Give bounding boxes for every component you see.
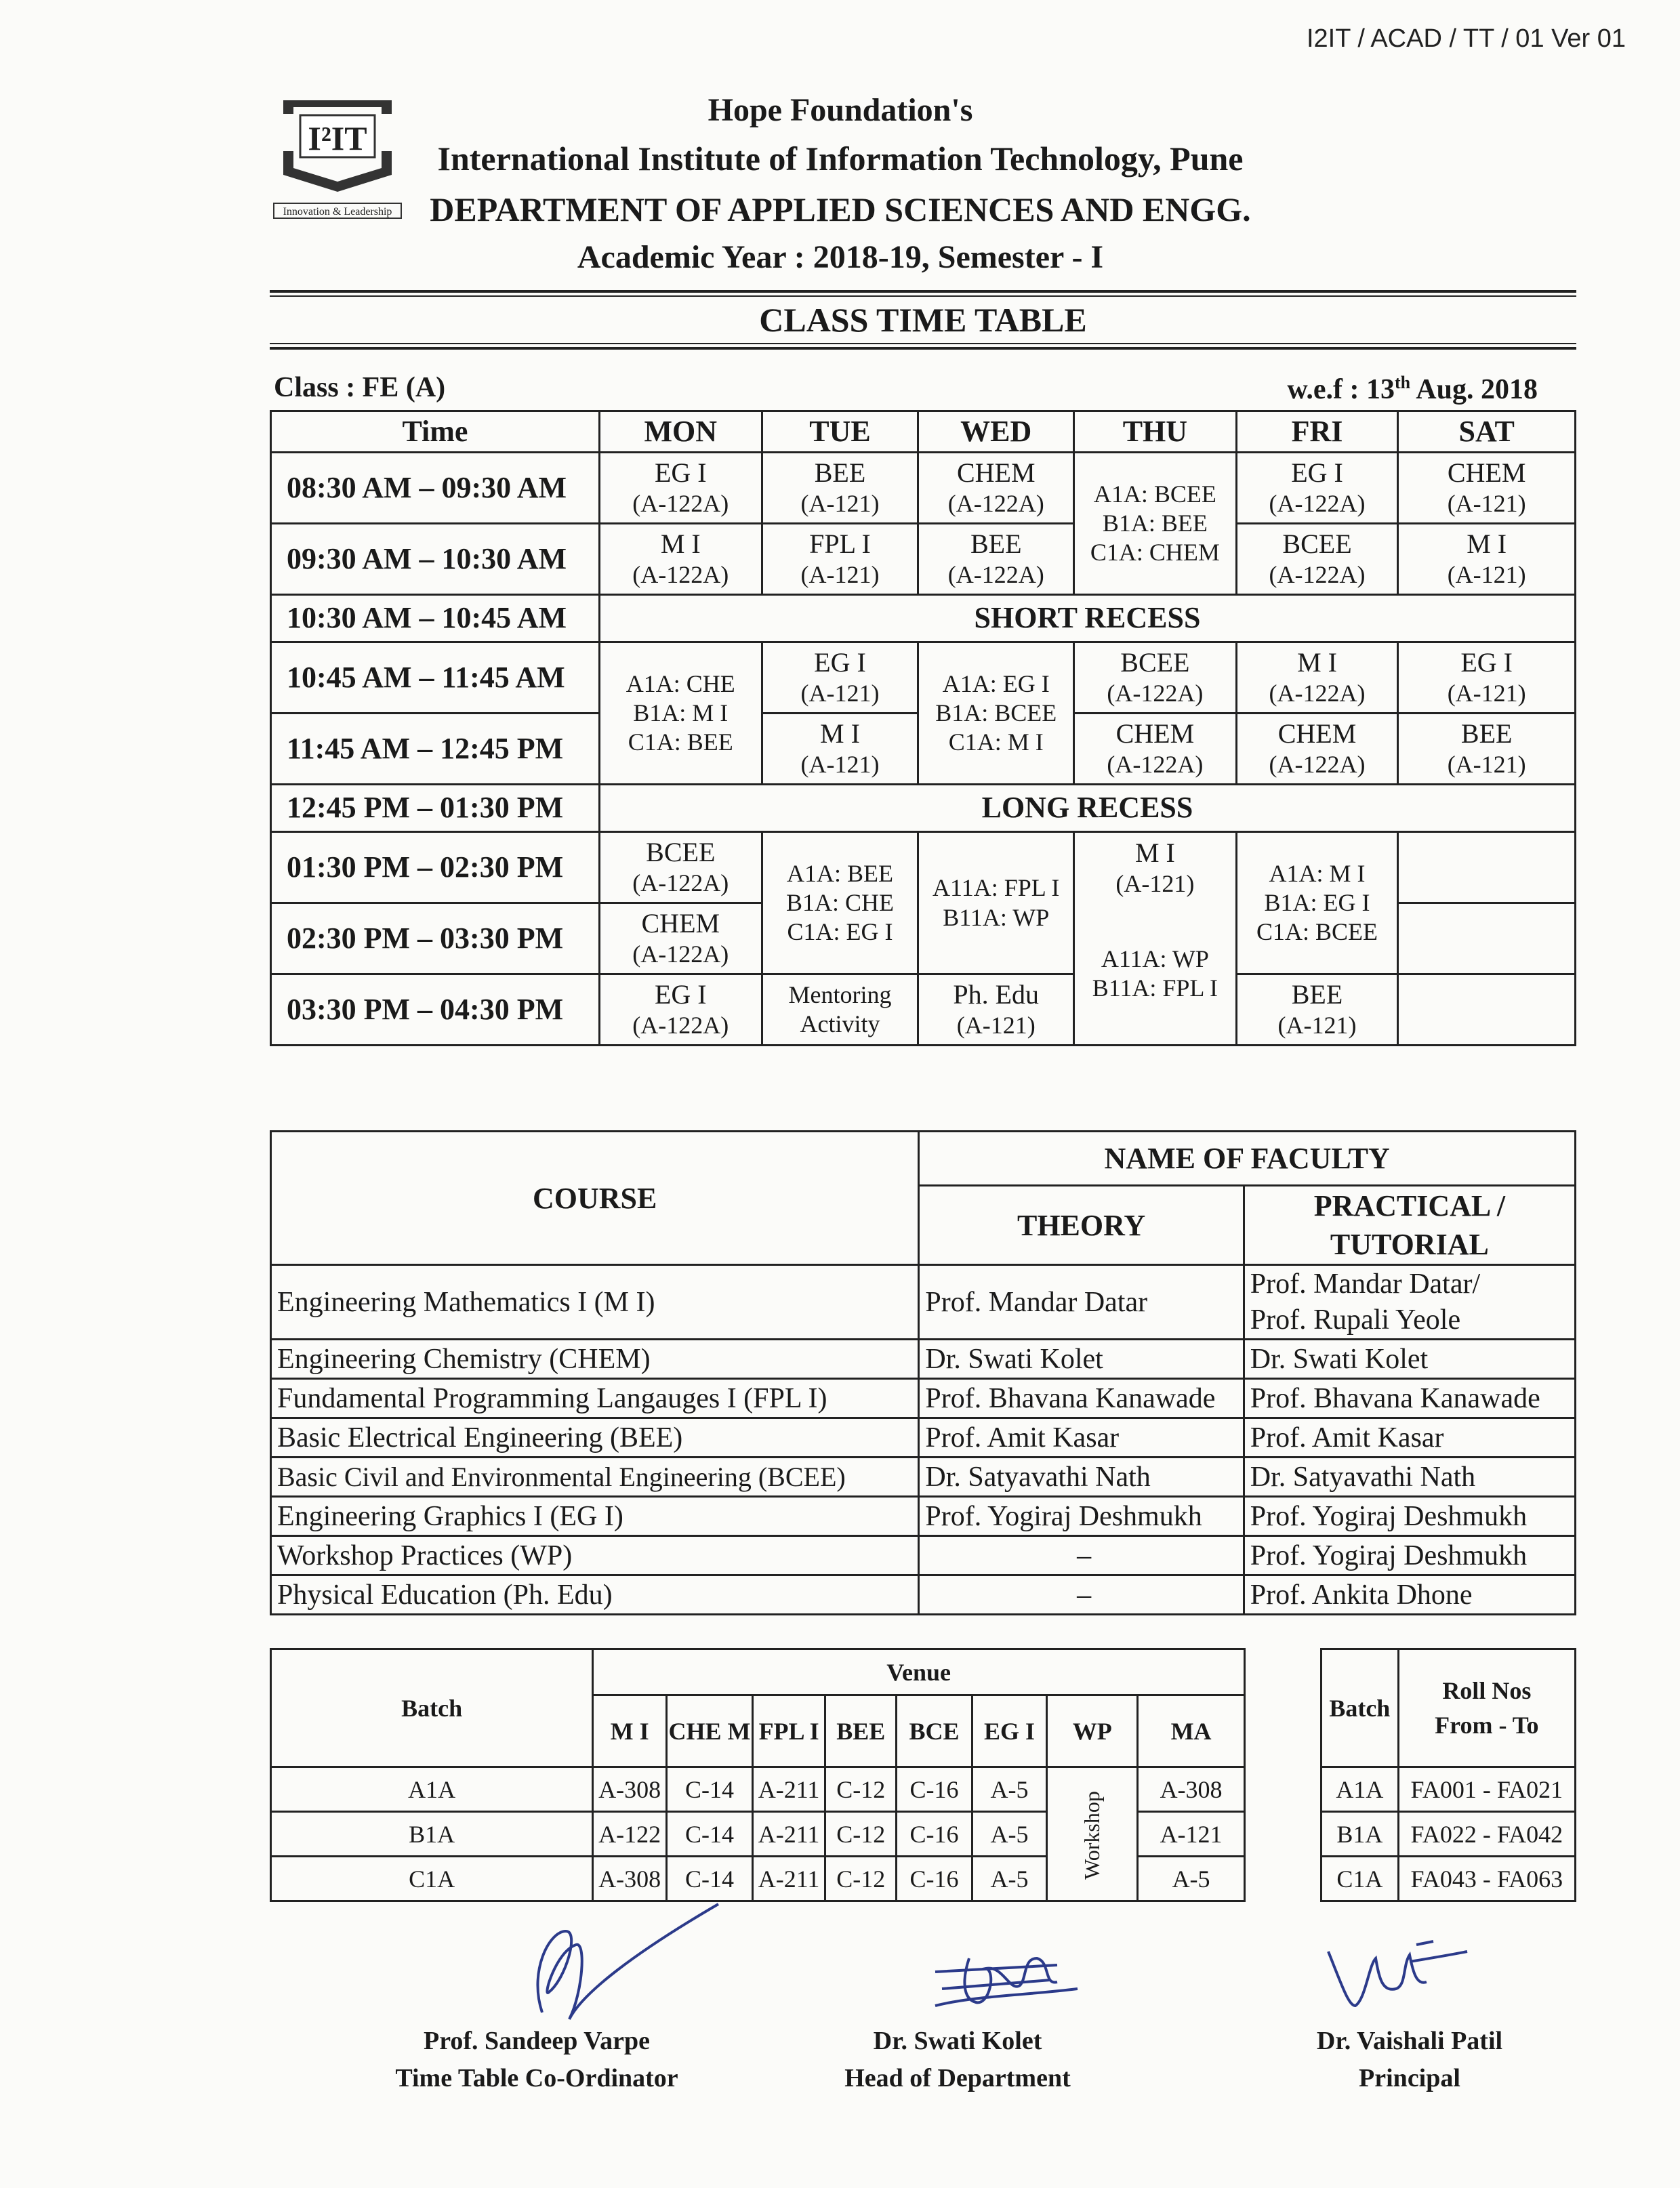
time-slot: 08:30 AM – 09:30 AM [271,453,600,524]
venue-cell: A-122 [593,1812,667,1857]
roll-range-header-line: From - To [1435,1711,1539,1739]
slot-room: (A-122A) [1107,751,1204,779]
slot-cell-empty [1398,832,1576,903]
venue-cell: A-308 [1138,1767,1245,1812]
venue-workshop-cell [1047,1767,1138,1901]
slot-cell [1236,974,1398,1046]
batch-line: C1A: BCEE [1256,918,1378,946]
time-slot: 02:30 PM – 03:30 PM [271,903,600,974]
practical-faculty: Prof. Ankita Dhone [1244,1575,1575,1615]
venue-header: Venue [593,1649,1245,1695]
theory-faculty: Prof. Yogiraj Deshmukh [919,1497,1244,1536]
slot-cell [762,453,918,524]
venue-cell: A-211 [753,1767,825,1812]
time-slot: 12:45 PM – 01:30 PM [271,785,600,832]
slot-subject: M I [820,718,860,749]
venue-cell: C-14 [667,1812,753,1857]
practical-header [1244,1186,1575,1265]
venue-cell: A-308 [593,1767,667,1812]
slot-cell [918,974,1074,1046]
slot-room: (A-121) [1115,870,1195,898]
faculty-table [270,1130,1576,1615]
slot-cell [1398,642,1576,714]
roll-range-header [1398,1649,1575,1767]
venue-cell: C-14 [667,1857,753,1901]
slot-subject: EG I [1460,647,1513,678]
venue-cell: C-16 [897,1857,972,1901]
venue-batch: C1A [271,1857,593,1901]
header-institute: International Institute of Information Technology, Pune [437,140,1244,178]
slot-subject: BEE [814,457,866,489]
slot-room: (A-122A) [947,561,1044,589]
slot-room: (A-122A) [632,561,729,589]
venue-cell: C-12 [825,1857,897,1901]
timetable-row [271,453,1576,524]
faculty-row [271,1458,1576,1497]
signatory-principal [1206,2023,1613,2097]
slot-cell-empty [1398,903,1576,974]
batch-line: A1A: M I [1269,859,1366,887]
logo-tagline: Innovation & Leadership [283,206,392,218]
header-thu: THU [1074,411,1237,453]
slot-room: (A-122A) [632,941,729,968]
course-name: Workshop Practices (WP) [271,1536,919,1575]
slot-cell [599,524,762,595]
venue-batch: B1A [271,1812,593,1857]
header-divider-top [270,290,1576,293]
course-name: Fundamental Programming Langauges I (FPL I) [271,1379,919,1418]
slot-room: (A-121) [1447,751,1526,779]
slot-room: (A-122A) [632,490,729,518]
venue-cell: A-211 [753,1812,825,1857]
venue-cell: C-12 [825,1812,897,1857]
signature-hod [922,1931,1098,2019]
effective-date-sup: th [1395,373,1411,392]
header-divider-top-thin [270,295,1576,297]
course-name: Basic Civil and Environmental Engineering (BCEE) [271,1458,919,1497]
slot-cell [599,453,762,524]
slot-room: Activity [800,1010,880,1037]
venue-col-ma: MA [1138,1695,1245,1767]
time-slot: 01:30 PM – 02:30 PM [271,832,600,903]
slot-cell [1398,453,1576,524]
header-time: Time [271,411,600,453]
venue-col-chem: CHE M [667,1695,753,1767]
practical-faculty-line: Prof. Mandar Datar/ [1250,1268,1481,1300]
batch-line: A1A: CHE [626,669,735,697]
effective-date-pre: w.e.f : 13 [1287,374,1395,405]
timetable-row [271,524,1576,595]
slot-subject: EG I [654,979,707,1010]
slot-room: (A-121) [1447,680,1526,707]
header-wed: WED [918,411,1074,453]
batch-line: C1A: CHEM [1090,539,1220,566]
header-academic-year: Academic Year : 2018-19, Semester - I [577,239,1104,275]
faculty-row [271,1497,1576,1536]
batch-line: C1A: M I [948,728,1044,756]
slot-cell [599,974,762,1046]
batch-line: B1A: BCEE [935,699,1057,726]
batch-slot-cell [918,642,1074,785]
venue-col-bce: BCE [897,1695,972,1767]
roll-range: FA022 - FA042 [1398,1812,1575,1857]
roll-batch: C1A [1322,1857,1399,1901]
faculty-row [271,1575,1576,1615]
slot-cell [918,524,1074,595]
slot-cell [1236,714,1398,785]
header-department: DEPARTMENT OF APPLIED SCIENCES AND ENGG. [430,190,1251,228]
time-slot: 09:30 AM – 10:30 AM [271,524,600,595]
slot-cell [1236,453,1398,524]
timetable-row [271,642,1576,714]
batch-slot-cell [918,832,1074,974]
roll-batch: A1A [1322,1767,1399,1812]
timetable-header-row [271,411,1576,453]
venue-cell: C-14 [667,1767,753,1812]
roll-header-row [1322,1649,1576,1767]
slot-cell [1074,714,1237,785]
signatory-hod [754,2023,1161,2097]
venue-batch-header: Batch [271,1649,593,1767]
slot-cell [1074,832,1237,903]
timetable-row [271,832,1576,903]
batch-line: B1A: CHE [785,888,894,916]
time-slot: 03:30 PM – 04:30 PM [271,974,600,1046]
theory-header: THEORY [919,1186,1244,1265]
effective-date [1287,373,1538,406]
batch-slot-cell [762,832,918,974]
venue-header-row [271,1649,1245,1695]
signatory-role: Time Table Co-Ordinator [395,2064,678,2093]
course-name: Basic Electrical Engineering (BEE) [271,1418,919,1458]
slot-subject: M I [660,529,701,560]
faculty-row [271,1418,1576,1458]
batch-line: B11A: WP [943,903,1050,931]
slot-cell [1074,642,1237,714]
slot-cell [1236,524,1398,595]
slot-cell [918,453,1074,524]
batch-line: A1A: BCEE [1093,480,1216,508]
venue-cell: A-121 [1138,1812,1245,1857]
slot-cell [762,714,918,785]
slot-subject: M I [1134,838,1175,869]
slot-room: (A-121) [800,490,880,518]
faculty-row [271,1340,1576,1379]
slot-subject: CHEM [1115,718,1195,749]
slot-room: (A-121) [800,561,880,589]
slot-subject: M I [1467,529,1507,560]
faculty-name-header: NAME OF FACULTY [919,1132,1576,1186]
slot-cell-empty [1398,974,1576,1046]
time-slot: 11:45 AM – 12:45 PM [271,714,600,785]
effective-date-post: Aug. 2018 [1410,374,1538,405]
batch-slot-cell [1236,832,1398,974]
batch-slot-cell [1074,453,1237,595]
header-sat: SAT [1398,411,1576,453]
practical-faculty: Prof. Bhavana Kanawade [1244,1379,1575,1418]
theory-faculty: – [919,1536,1244,1575]
slot-subject: M I [1297,647,1337,678]
slot-room: (A-122A) [947,490,1044,518]
batch-line: A11A: FPL I [933,874,1060,902]
time-slot: 10:30 AM – 10:45 AM [271,595,600,642]
header-mon: MON [599,411,762,453]
slot-room: (A-121) [1277,1012,1357,1039]
practical-faculty: Prof. Yogiraj Deshmukh [1244,1536,1575,1575]
slot-room: (A-122A) [632,1012,729,1039]
roll-range: FA043 - FA063 [1398,1857,1575,1901]
title-divider-thin [270,343,1576,344]
venue-cell: A-5 [972,1857,1047,1901]
roll-row [1322,1767,1576,1812]
faculty-row [271,1536,1576,1575]
slot-subject: CHEM [956,457,1036,489]
practical-header-line: PRACTICAL / [1313,1189,1506,1222]
venue-col-mi: M I [593,1695,667,1767]
practical-faculty: Dr. Swati Kolet [1244,1340,1575,1379]
batch-line: A1A: BEE [787,859,893,887]
venue-cell: A-211 [753,1857,825,1901]
practical-faculty [1244,1265,1575,1340]
course-name: Physical Education (Ph. Edu) [271,1575,919,1615]
venue-col-bee: BEE [825,1695,897,1767]
slot-cell [762,642,918,714]
signatory-role: Head of Department [844,2064,1071,2093]
faculty-row [271,1379,1576,1418]
slot-cell [1398,714,1576,785]
course-header: COURSE [271,1132,919,1265]
slot-subject: BCEE [1282,529,1352,560]
venue-batch: A1A [271,1767,593,1812]
roll-batch: B1A [1322,1812,1399,1857]
slot-subject: BEE [1291,979,1343,1010]
venue-table [270,1648,1246,1902]
slot-room: (A-121) [1447,561,1526,589]
course-name: Engineering Graphics I (EG I) [271,1497,919,1536]
roll-row [1322,1857,1576,1901]
venue-cell: C-16 [897,1767,972,1812]
timetable-row [271,974,1576,1046]
timetable-row [271,595,1576,642]
batch-line: C1A: BEE [628,728,733,756]
batch-line: B1A: M I [633,699,729,726]
slot-room: (A-122A) [1269,751,1366,779]
slot-cell [762,974,918,1046]
slot-room: (A-122A) [1269,490,1366,518]
slot-subject: CHEM [1447,457,1526,489]
short-recess: SHORT RECESS [599,595,1575,642]
venue-col-eg: EG I [972,1695,1047,1767]
slot-room: (A-121) [800,680,880,707]
theory-faculty: Dr. Satyavathi Nath [919,1458,1244,1497]
slot-subject: Ph. Edu [953,979,1040,1010]
theory-faculty: Dr. Swati Kolet [919,1340,1244,1379]
slot-cell [599,903,762,974]
slot-subject: CHEM [1277,718,1357,749]
signatory-role: Principal [1359,2064,1460,2093]
slot-subject: BEE [970,529,1022,560]
batch-line: A1A: EG I [942,669,1050,697]
workshop-label: Workshop [1080,1790,1105,1880]
slot-room: (A-121) [956,1012,1036,1039]
venue-cell: A-5 [1138,1857,1245,1901]
faculty-row [271,1265,1576,1340]
slot-subject: CHEM [641,908,720,939]
timetable [270,410,1576,1046]
slot-subject: Mentoring [788,981,892,1008]
batch-slot-cell [1074,903,1237,1046]
signatory-coordinator [333,2023,740,2097]
venue-cell: C-16 [897,1812,972,1857]
slot-subject: FPL I [809,529,871,560]
venue-cell: A-308 [593,1857,667,1901]
logo-text: I²IT [308,119,367,157]
theory-faculty: – [919,1575,1244,1615]
slot-cell [1236,642,1398,714]
slot-subject: BCEE [1120,647,1190,678]
signatory-name: Prof. Sandeep Varpe [424,2027,650,2055]
roll-range-header-line: Roll Nos [1442,1677,1532,1705]
timetable-row [271,785,1576,832]
page-title: CLASS TIME TABLE [759,301,1087,339]
roll-range: FA001 - FA021 [1398,1767,1575,1812]
slot-subject: BEE [1460,718,1513,749]
slot-room: (A-122A) [632,869,729,897]
theory-faculty: Prof. Amit Kasar [919,1418,1244,1458]
header-tue: TUE [762,411,918,453]
title-divider [270,347,1576,350]
venue-cell: A-5 [972,1767,1047,1812]
practical-header-line: TUTORIAL [1330,1228,1489,1262]
slot-subject: EG I [814,647,866,678]
practical-faculty: Dr. Satyavathi Nath [1244,1458,1575,1497]
slot-room: (A-121) [800,751,880,779]
batch-line: C1A: EG I [787,918,893,946]
batch-line: B1A: BEE [1102,509,1208,537]
batch-line: B11A: FPL I [1092,974,1218,1002]
batch-line: A11A: WP [1101,945,1209,972]
roll-numbers-table [1320,1648,1576,1902]
theory-faculty: Prof. Mandar Datar [919,1265,1244,1340]
theory-faculty: Prof. Bhavana Kanawade [919,1379,1244,1418]
signatory-name: Dr. Vaishali Patil [1316,2027,1503,2055]
slot-room: (A-121) [1447,490,1526,518]
venue-col-fpl: FPL I [753,1695,825,1767]
slot-cell [599,832,762,903]
slot-cell [762,524,918,595]
venue-cell: C-12 [825,1767,897,1812]
batch-line: B1A: EG I [1264,888,1370,916]
slot-subject: EG I [654,457,707,489]
slot-subject: BCEE [646,837,716,868]
practical-faculty-line: Prof. Rupali Yeole [1250,1304,1461,1336]
venue-cell: A-5 [972,1812,1047,1857]
slot-cell [1398,524,1576,595]
time-slot: 10:45 AM – 11:45 AM [271,642,600,714]
slot-room: (A-122A) [1269,680,1366,707]
header-foundation: Hope Foundation's [708,92,973,128]
venue-row [271,1767,1245,1812]
slot-room: (A-122A) [1269,561,1366,589]
header-fri: FRI [1236,411,1398,453]
course-name: Engineering Mathematics I (M I) [271,1265,919,1340]
roll-row [1322,1812,1576,1857]
course-name: Engineering Chemistry (CHEM) [271,1340,919,1379]
slot-subject: EG I [1291,457,1343,489]
practical-faculty: Prof. Yogiraj Deshmukh [1244,1497,1575,1536]
faculty-header-row [271,1132,1576,1186]
signature-principal [1315,1924,1477,2019]
roll-batch-header: Batch [1322,1649,1399,1767]
long-recess: LONG RECESS [599,785,1575,832]
venue-col-wp: WP [1047,1695,1138,1767]
slot-room: (A-122A) [1107,680,1204,707]
class-label: Class : FE (A) [274,372,446,403]
document-reference: I2IT / ACAD / TT / 01 Ver 01 [1306,24,1626,53]
signatory-name: Dr. Swati Kolet [873,2027,1042,2055]
practical-faculty: Prof. Amit Kasar [1244,1418,1575,1458]
batch-slot-cell [599,642,762,785]
